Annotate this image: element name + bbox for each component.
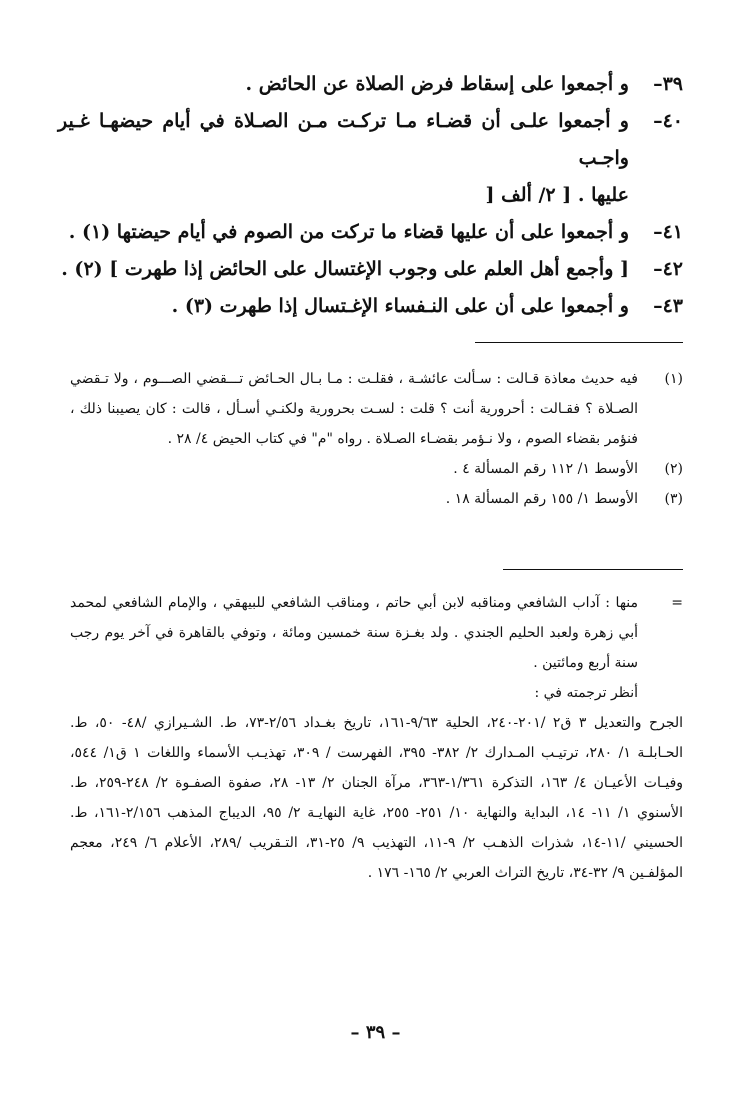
item-text: و أجمعوا على أن على النـفساء الإغـتسال إذا طهرت (٣) . — [171, 295, 629, 317]
footnote-number: (٣) — [664, 491, 683, 507]
item-text: و أجمعوا على إسقاط فرض الصلاة عن الحائض . — [245, 73, 629, 95]
item-text: و أجمعوا علـى أن قضـاء مـا تركـت مـن الصـلاة في أيام حيضهـا غـير واجـب — [58, 110, 629, 169]
item-text: [ وأجمع أهل العلم على وجوب الإغتسال على الحائض إذا طهرت ] (٢) . — [61, 258, 629, 280]
item-number: ٤١– — [653, 221, 683, 243]
continuation-marker: = — [671, 595, 683, 611]
footnote-number: (١) — [664, 371, 683, 387]
item-text: و أجمعوا على أن عليها قضاء ما تركت من الصوم في أيام حيضتها (١) . — [68, 221, 629, 243]
footnote-text: الأوسط ١/ ١٥٥ رقم المسألة ١٨ . — [445, 491, 638, 507]
continuation-text: أنظر ترجمته في : — [534, 685, 638, 701]
continued-footnote — [70, 588, 683, 888]
footnote — [70, 484, 683, 514]
continuation-separator — [503, 569, 683, 570]
footnote-text: فيه حديث معاذة قـالت : سـألت عائشـة ، فقلـت : مـا بـال الحـائض تـــقضي الصـــوم ، ولا تـقضي الصـلاة ؟ فقـالت : أحرورية أنت ؟ قلت : لسـت بحرورية ولكنـي أسـأل ، قالت : كان يصيبنا ذلك ، فنؤمر بقضاء الصوم ، ولا نـؤمر بقضـاء الصـلاة . رواه "م" في كتاب الحيض ٤/ ٢٨ . — [70, 371, 638, 447]
footnote-separator — [475, 342, 683, 343]
item-number: ٤٣– — [653, 295, 683, 317]
item-number: ٤٠– — [653, 110, 683, 132]
footnote-number: (٢) — [664, 461, 683, 477]
page-number: – ٣٩ – — [350, 1022, 401, 1043]
item-text-continuation: عليها . [ ٢/ ألف [ — [485, 184, 629, 206]
main-text — [58, 66, 683, 325]
item-number: ٤٢– — [653, 258, 683, 280]
consensus-item — [58, 214, 683, 251]
consensus-item — [58, 66, 683, 103]
continuation-text: منها : آداب الشافعي ومناقبه لابن أبي حاتم ، ومناقب الشافعي للبيهقي ، والإمام الشافعي لمحمد أبي زهرة ولعبد الحليم الجندي . ولد بغـزة سنة خمسين ومائة ، وتوفي بالقاهرة في آخر يوم رجب سنة أربع ومائتين . — [70, 595, 638, 671]
consensus-item — [58, 251, 683, 288]
footnote-text: الأوسط ١/ ١١٢ رقم المسألة ٤ . — [453, 461, 638, 477]
item-number: ٣٩– — [653, 73, 683, 95]
footnote — [70, 364, 683, 454]
biography-references: الجرح والتعديل ٣ ق٢ /٢٠١-٢٤٠، الحلية ٩/٦٣-١٦١، تاريخ بغـداد ٢/٥٦-٧٣، ط. الشـيرازي /٤٨- ٥٠، ط. الحـابلـة ١/ ٢٨٠، ترتيـب المـدارك ٢/ ٣٨٢- ٣٩٥، الفهرست / ٣٠٩، تهذيـب الأسماء واللغات ١ ق١/ ٥٤٤، وفيـات الأعيـان ٤/ ١٦٣، التذكرة ١/٣٦١-٣٦٣، مرآة الجنان ٢/ ١٣- ٢٨، صفوة الصفـوة ٢/ ٢٤٨-٢٥٩، ط. الأسنوي ١/ ١١- ١٤، البداية والنهاية ١٠/ ٢٥١- ٢٥٥، غاية النهايـة ٢/ ٩٥، الديباج المذهب ٢/١٥٦-١٦١، ط. الحسيني /١١-١٤، شذرات الذهـب ٢/ ٩-١١، التهذيب ٩/ ٢٥-٣١، التـقريب /٢٨٩، الأعلام ٦/ ٢٤٩، معجم المؤلفـين ٩/ ٣٢-٣٤، تاريخ التراث العربي ٢/ ١٦٥- ١٧٦ . — [70, 715, 684, 881]
footnotes — [70, 364, 683, 514]
consensus-item — [58, 288, 683, 325]
footnote — [70, 454, 683, 484]
consensus-item — [58, 103, 683, 214]
